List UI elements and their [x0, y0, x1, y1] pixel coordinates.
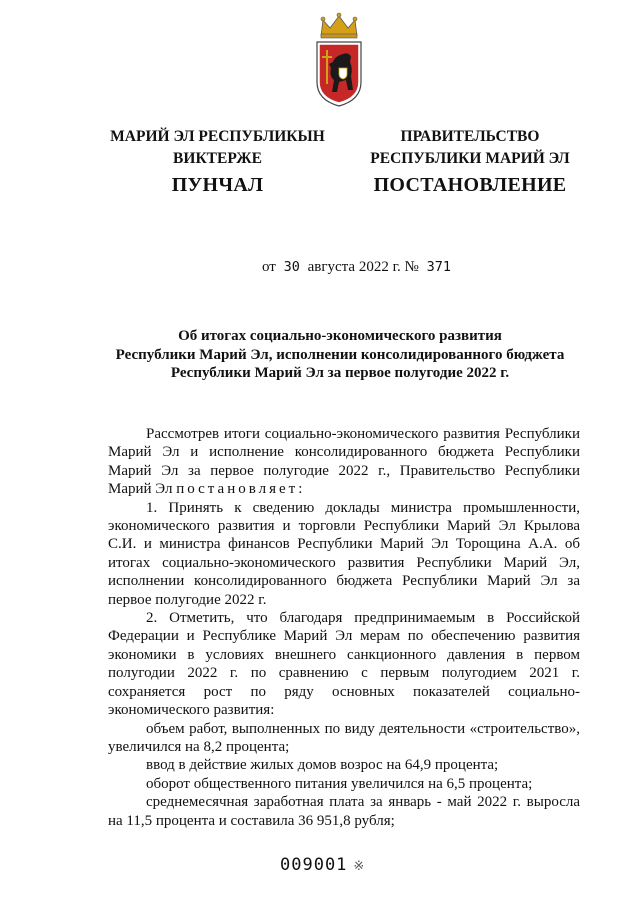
header-right-line2: РЕСПУБЛИКИ МАРИЙ ЭЛ	[370, 150, 570, 167]
header-right-authority	[360, 126, 580, 170]
header-left-line1: МАРИЙ ЭЛ РЕСПУБЛИКЫН	[110, 128, 325, 145]
date-prefix: от	[262, 259, 276, 275]
paragraph-item-1: 1. Принять к сведению доклады министра промышленности, экономического развития и торговли Республики Марий Эл Крылова С.И. и министра финансов Республики Марий Эл Торощина А.А. об итогах социально-экономического развития Республики Марий Эл, исполнении консолидированного бюджета Республики Марий Эл за первое полугодие 2022 г.	[108, 499, 580, 608]
paragraph-construction: объем работ, выполненных по виду деятельности «строительство», увеличился на 8,2 процента;	[108, 720, 580, 755]
doc-type-russian: ПОСТАНОВЛЕНИЕ	[373, 174, 567, 196]
title-line2: Республики Марий Эл, исполнении консолидированного бюджета	[115, 346, 565, 363]
title-line3: Республики Марий Эл за первое полугодие 2022 г.	[170, 365, 510, 381]
title-line1: Об итогах социально-экономического развития	[178, 328, 502, 344]
asterisk-mark-icon: ※	[353, 859, 366, 874]
header-right-line1: ПРАВИТЕЛЬСТВО	[400, 128, 540, 145]
preamble-text: Рассмотрев итоги социально-экономического развития Республики Марий Эл и исполнение консолидированного бюджета Республики Марий Эл за первое полугодие 2022 г., Правительство Республики Марий Эл	[108, 426, 580, 498]
document-number: 371	[426, 259, 451, 275]
date-month-year: августа 2022 г. №	[307, 259, 419, 275]
document-title	[100, 327, 580, 383]
coat-of-arms-emblem	[313, 12, 365, 108]
bear-shield-icon	[313, 12, 365, 108]
header-left-authority	[95, 126, 340, 170]
crown-icon	[321, 13, 357, 38]
serial-number: 009001	[280, 855, 348, 875]
header-left-line2: ВИКТЕРЖЕ	[173, 150, 262, 167]
paragraph-housing: ввод в действие жилых домов возрос на 64,9 процента;	[146, 757, 499, 774]
date-day: 30	[283, 259, 300, 275]
date-number-line	[262, 259, 455, 276]
doc-type-mari: ПУНЧАЛ	[171, 174, 264, 196]
footer-serial	[280, 855, 365, 875]
document-body	[108, 425, 580, 830]
paragraph-preamble	[108, 425, 580, 499]
preamble-decree-word: постановляет:	[176, 481, 306, 498]
paragraph-catering: оборот общественного питания увеличился на 6,5 процента;	[146, 775, 533, 792]
paragraph-salary: среднемесячная заработная плата за январь - май 2022 г. выросла на 11,5 процента и составила 36 951,8 рубля;	[108, 794, 580, 829]
paragraph-item-2: 2. Отметить, что благодаря предпринимаемым в Российской Федерации и Республике Марий Эл мерам по обеспечению развития экономики в условиях внешнего санкционного давления в первом полугодии 2022 г. по сравнению с первым полугодием 2021 г. сохраняется рост по ряду основных показателей социально-экономического развития:	[108, 610, 580, 719]
